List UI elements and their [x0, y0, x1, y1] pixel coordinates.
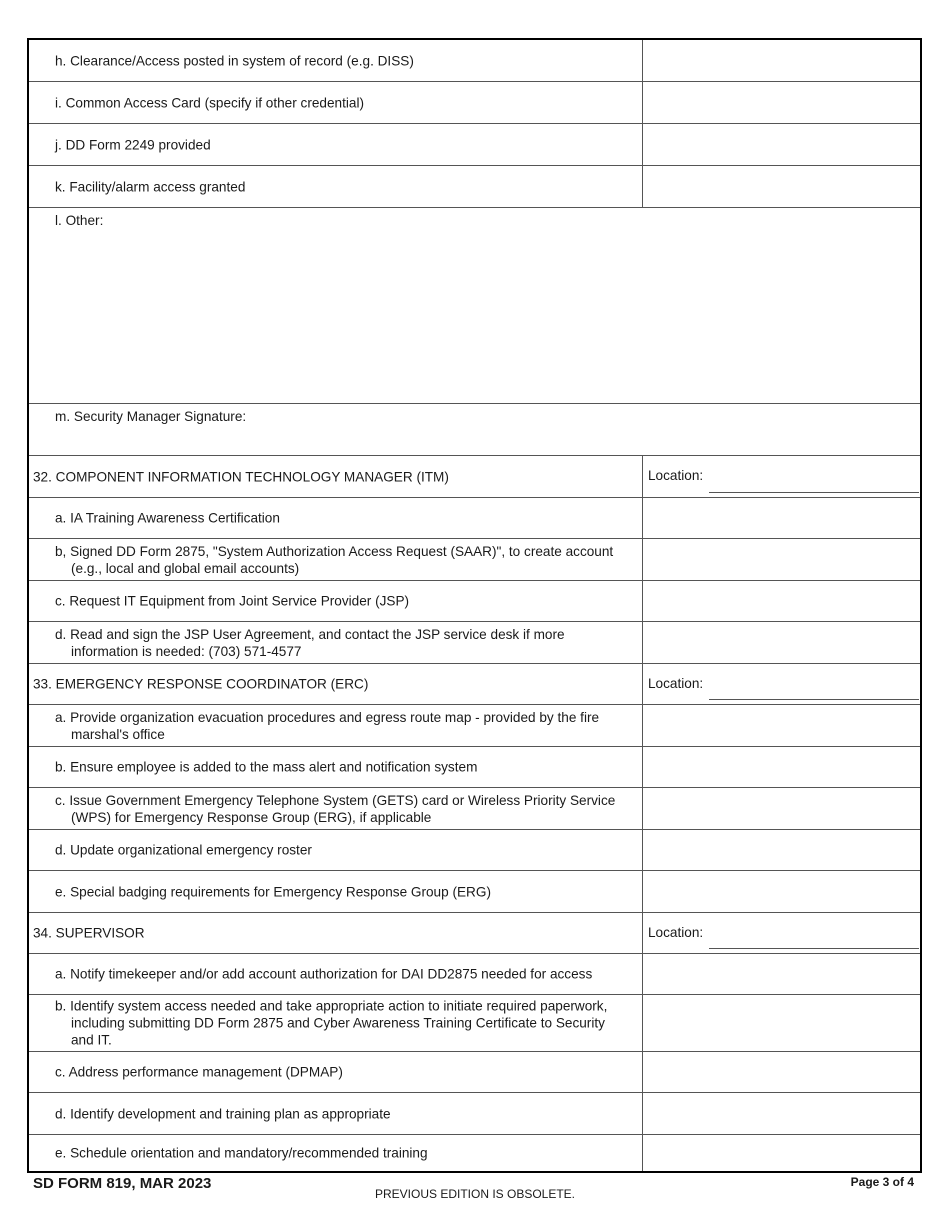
- section-title-cell: [29, 913, 643, 953]
- item-text: j. DD Form 2249 provided: [55, 137, 211, 152]
- item-entry-cell[interactable]: [644, 498, 920, 538]
- item-text: [55, 998, 634, 1049]
- item-line: d. Identify development and training plan as appropriate: [55, 1106, 391, 1121]
- item-line: a. IA Training Awareness Certification: [55, 510, 280, 526]
- item-text: [55, 759, 634, 776]
- item-line: b. Ensure employee is added to the mass alert and notification system: [55, 759, 478, 775]
- signature-label: m. Security Manager Signature:: [55, 409, 247, 424]
- item-row-34a: [29, 954, 920, 995]
- item-entry-cell[interactable]: [644, 124, 920, 165]
- item-label-cell: [29, 1052, 643, 1092]
- item-entry-cell[interactable]: [644, 82, 920, 123]
- item-label-cell: [29, 124, 643, 165]
- item-line-continuation: (e.g., local and global email accounts): [71, 560, 300, 576]
- location-input[interactable]: [709, 699, 919, 700]
- item-label-cell: [29, 705, 643, 746]
- item-text: [55, 1064, 634, 1081]
- item-label-cell: [29, 539, 643, 580]
- item-row-32c: [29, 581, 920, 622]
- item-row-34c: [29, 1052, 920, 1093]
- item-label-cell: [29, 871, 643, 912]
- item-label-cell: [29, 166, 643, 207]
- item-line-continuation: including submitting DD Form 2875 and Cyber Awareness Training Certificate to Security: [71, 1015, 605, 1031]
- section-title: 33. EMERGENCY RESPONSE COORDINATOR (ERC): [33, 676, 369, 692]
- location-label: Location:: [648, 925, 704, 940]
- item-entry-cell[interactable]: [644, 622, 920, 663]
- section-title: 34. SUPERVISOR: [33, 925, 145, 941]
- item-label-cell: [29, 830, 643, 870]
- form-identifier: SD FORM 819, MAR 2023: [33, 1175, 212, 1192]
- item-row-31h: [29, 40, 920, 82]
- item-row-33c: [29, 788, 920, 830]
- other-cell: [29, 208, 920, 403]
- item-text: [55, 510, 634, 527]
- item-text: [55, 966, 634, 983]
- item-entry-cell[interactable]: [644, 166, 920, 207]
- item-line: c. Issue Government Emergency Telephone System (GETS) card or Wireless Priority Service: [55, 792, 616, 808]
- section-title: 32. COMPONENT INFORMATION TECHNOLOGY MANAGER (ITM): [33, 469, 449, 484]
- item-row-34b: [29, 995, 920, 1052]
- item-line-continuation: (WPS) for Emergency Response Group (ERG), if applicable: [71, 809, 432, 825]
- item-row-31j: [29, 124, 920, 166]
- section-header-32: [29, 456, 920, 498]
- item-line: a. Notify timekeeper and/or add account authorization for DAI DD2875 needed for access: [55, 966, 593, 982]
- other-field[interactable]: [29, 208, 920, 404]
- item-line-continuation: marshal's office: [71, 726, 165, 742]
- item-entry-cell[interactable]: [644, 1052, 920, 1092]
- item-entry-cell[interactable]: [644, 788, 920, 829]
- item-label-cell: [29, 954, 643, 994]
- item-row-33d: [29, 830, 920, 871]
- signature-cell: [29, 404, 920, 455]
- item-row-34e: [29, 1135, 920, 1171]
- item-row-32a: [29, 498, 920, 539]
- item-line: e. Schedule orientation and mandatory/recommended training: [55, 1145, 428, 1161]
- item-entry-cell[interactable]: [644, 40, 920, 81]
- item-line: d. Update organizational emergency roster: [55, 842, 312, 858]
- item-entry-cell[interactable]: [644, 830, 920, 870]
- item-text: [55, 626, 634, 660]
- item-text: [55, 593, 634, 610]
- item-label-cell: [29, 747, 643, 787]
- location-label: Location:: [648, 468, 704, 483]
- item-entry-cell[interactable]: [644, 1135, 920, 1171]
- item-row-31i: [29, 82, 920, 124]
- item-text: i. Common Access Card (specify if other credential): [55, 95, 364, 110]
- item-entry-cell[interactable]: [644, 539, 920, 580]
- item-text: [55, 842, 634, 859]
- item-line: e. Special badging requirements for Emergency Response Group (ERG): [55, 884, 491, 899]
- item-entry-cell[interactable]: [644, 705, 920, 746]
- item-row-33e: [29, 871, 920, 913]
- item-text: h. Clearance/Access posted in system of record (e.g. DISS): [55, 53, 414, 68]
- item-line: b, Signed DD Form 2875, "System Authorization Access Request (SAAR)", to create account: [55, 543, 614, 559]
- other-label: l. Other:: [55, 213, 104, 228]
- section-header-34: [29, 913, 920, 954]
- item-label-cell: [29, 498, 643, 538]
- item-line-continuation: information is needed: (703) 571-4577: [71, 643, 302, 659]
- item-text: [55, 1145, 634, 1162]
- item-entry-cell[interactable]: [644, 581, 920, 621]
- item-line: a. Provide organization evacuation procedures and egress route map - provided by the fire: [55, 709, 600, 725]
- section-title-cell: [29, 664, 643, 704]
- item-entry-cell[interactable]: [644, 995, 920, 1051]
- item-entry-cell[interactable]: [644, 1093, 920, 1134]
- item-label-cell: [29, 1135, 643, 1171]
- location-label: Location:: [648, 676, 704, 691]
- section-title-cell: [29, 456, 643, 497]
- item-row-33b: [29, 747, 920, 788]
- item-label-cell: [29, 82, 643, 123]
- item-line-continuation: and IT.: [71, 1032, 112, 1048]
- item-text: [55, 543, 634, 577]
- item-entry-cell[interactable]: [644, 747, 920, 787]
- item-row-34d: [29, 1093, 920, 1135]
- item-label-cell: [29, 622, 643, 663]
- item-text: [55, 709, 634, 743]
- page-number: Page 3 of 4: [850, 1175, 914, 1189]
- signature-field[interactable]: [29, 404, 920, 456]
- form-table: [27, 38, 922, 1173]
- item-row-32d: [29, 622, 920, 664]
- item-text: [55, 883, 634, 900]
- location-input[interactable]: [709, 492, 919, 493]
- item-text: k. Facility/alarm access granted: [55, 179, 246, 194]
- item-label-cell: [29, 40, 643, 81]
- location-input[interactable]: [709, 948, 919, 949]
- item-label-cell: [29, 788, 643, 829]
- item-entry-cell[interactable]: [644, 954, 920, 994]
- item-line: d. Read and sign the JSP User Agreement, and contact the JSP service desk if more: [55, 626, 565, 642]
- item-text: [55, 1105, 634, 1122]
- item-line: b. Identify system access needed and take appropriate action to initiate required paperwork,: [55, 998, 608, 1014]
- item-entry-cell[interactable]: [644, 871, 920, 912]
- item-label-cell: [29, 995, 643, 1051]
- item-row-32b: [29, 539, 920, 581]
- item-line: c. Address performance management (DPMAP): [55, 1064, 343, 1080]
- section-header-33: [29, 664, 920, 705]
- obsolete-notice: PREVIOUS EDITION IS OBSOLETE.: [374, 1187, 576, 1201]
- item-text: [55, 792, 634, 826]
- item-row-33a: [29, 705, 920, 747]
- item-label-cell: [29, 1093, 643, 1134]
- item-label-cell: [29, 581, 643, 621]
- item-line: c. Request IT Equipment from Joint Service Provider (JSP): [55, 593, 410, 609]
- item-row-31k: [29, 166, 920, 208]
